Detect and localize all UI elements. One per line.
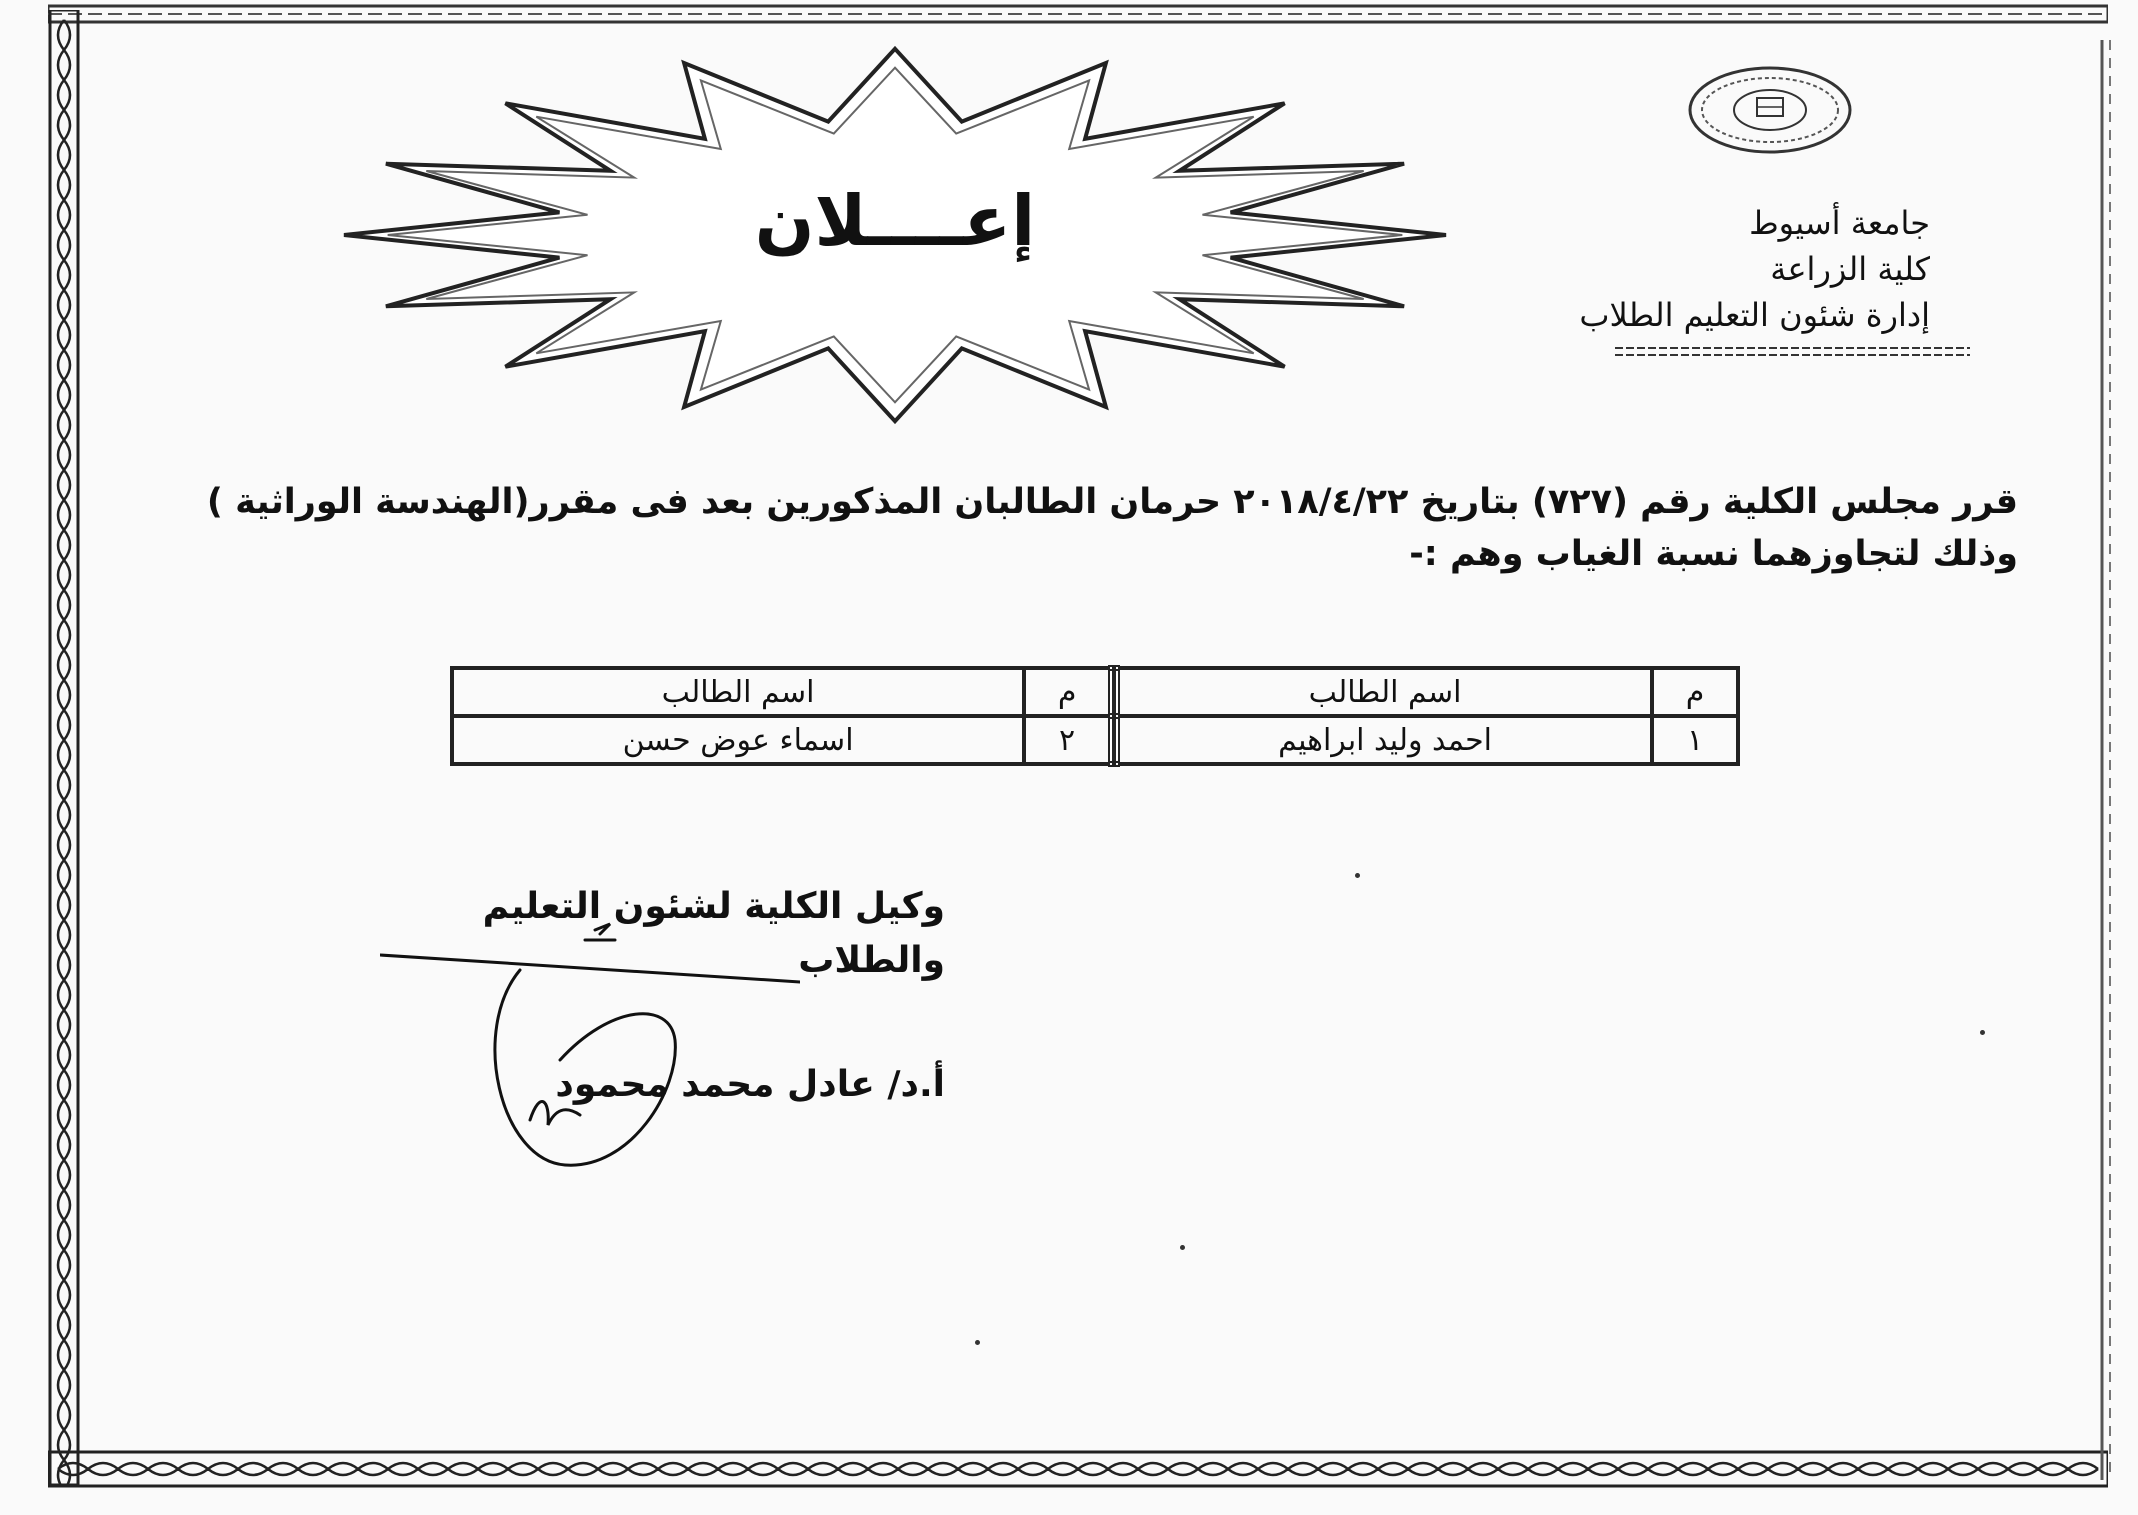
student-name-cell: احمد وليد ابراهيم [1117, 716, 1652, 764]
signatory-title: وكيل الكلية لشئون التعليم والطلاب [482, 886, 945, 981]
decision-line-2: وذلك لتجاوزهما نسبة الغياب وهم :- [1409, 534, 2018, 574]
university-seal-icon [1685, 60, 1855, 160]
scan-speck [1180, 1245, 1185, 1250]
header-name-cell: اسم الطالب [452, 668, 1024, 716]
decision-line-1: قرر مجلس الكلية رقم (٧٢٧) بتاريخ ٢٠١٨/٤/٢٢ حرمان الطالبان المذكورين بعد فى مقرر(الهندسة الوراثية ) [206, 482, 2018, 522]
department-name: إدارة شئون التعليم الطلاب [1579, 296, 1930, 334]
student-num-cell: ٢ [1024, 716, 1111, 764]
decision-paragraph [118, 476, 2018, 580]
table-header-row [452, 668, 1738, 716]
student-name-cell: اسماء عوض حسن [452, 716, 1024, 764]
scan-speck [1980, 1030, 1985, 1035]
header-num-cell: م [1024, 668, 1111, 716]
scan-speck [975, 1340, 980, 1345]
header-name-cell: اسم الطالب [1117, 668, 1652, 716]
student-num-cell: ١ [1652, 716, 1738, 764]
left-ornamental-border [48, 10, 80, 1485]
institution-header [1579, 200, 1930, 338]
table-row [452, 716, 1738, 764]
top-border [48, 4, 2108, 24]
right-border [2098, 40, 2132, 1480]
handwritten-signature-icon [380, 910, 800, 1190]
announcement-title: إعــــلان [754, 180, 1036, 262]
signatory-name: أ.د/ عادل محمد محمود [555, 1064, 945, 1105]
faculty-name: كلية الزراعة [1770, 250, 1930, 288]
scan-speck [1355, 873, 1360, 878]
header-num-cell: م [1652, 668, 1738, 716]
bottom-ornamental-border [48, 1448, 2108, 1490]
students-table [450, 665, 1740, 767]
header-double-rule [1615, 345, 1970, 359]
university-name: جامعة أسيوط [1749, 204, 1930, 242]
announcement-starburst [325, 40, 1465, 430]
